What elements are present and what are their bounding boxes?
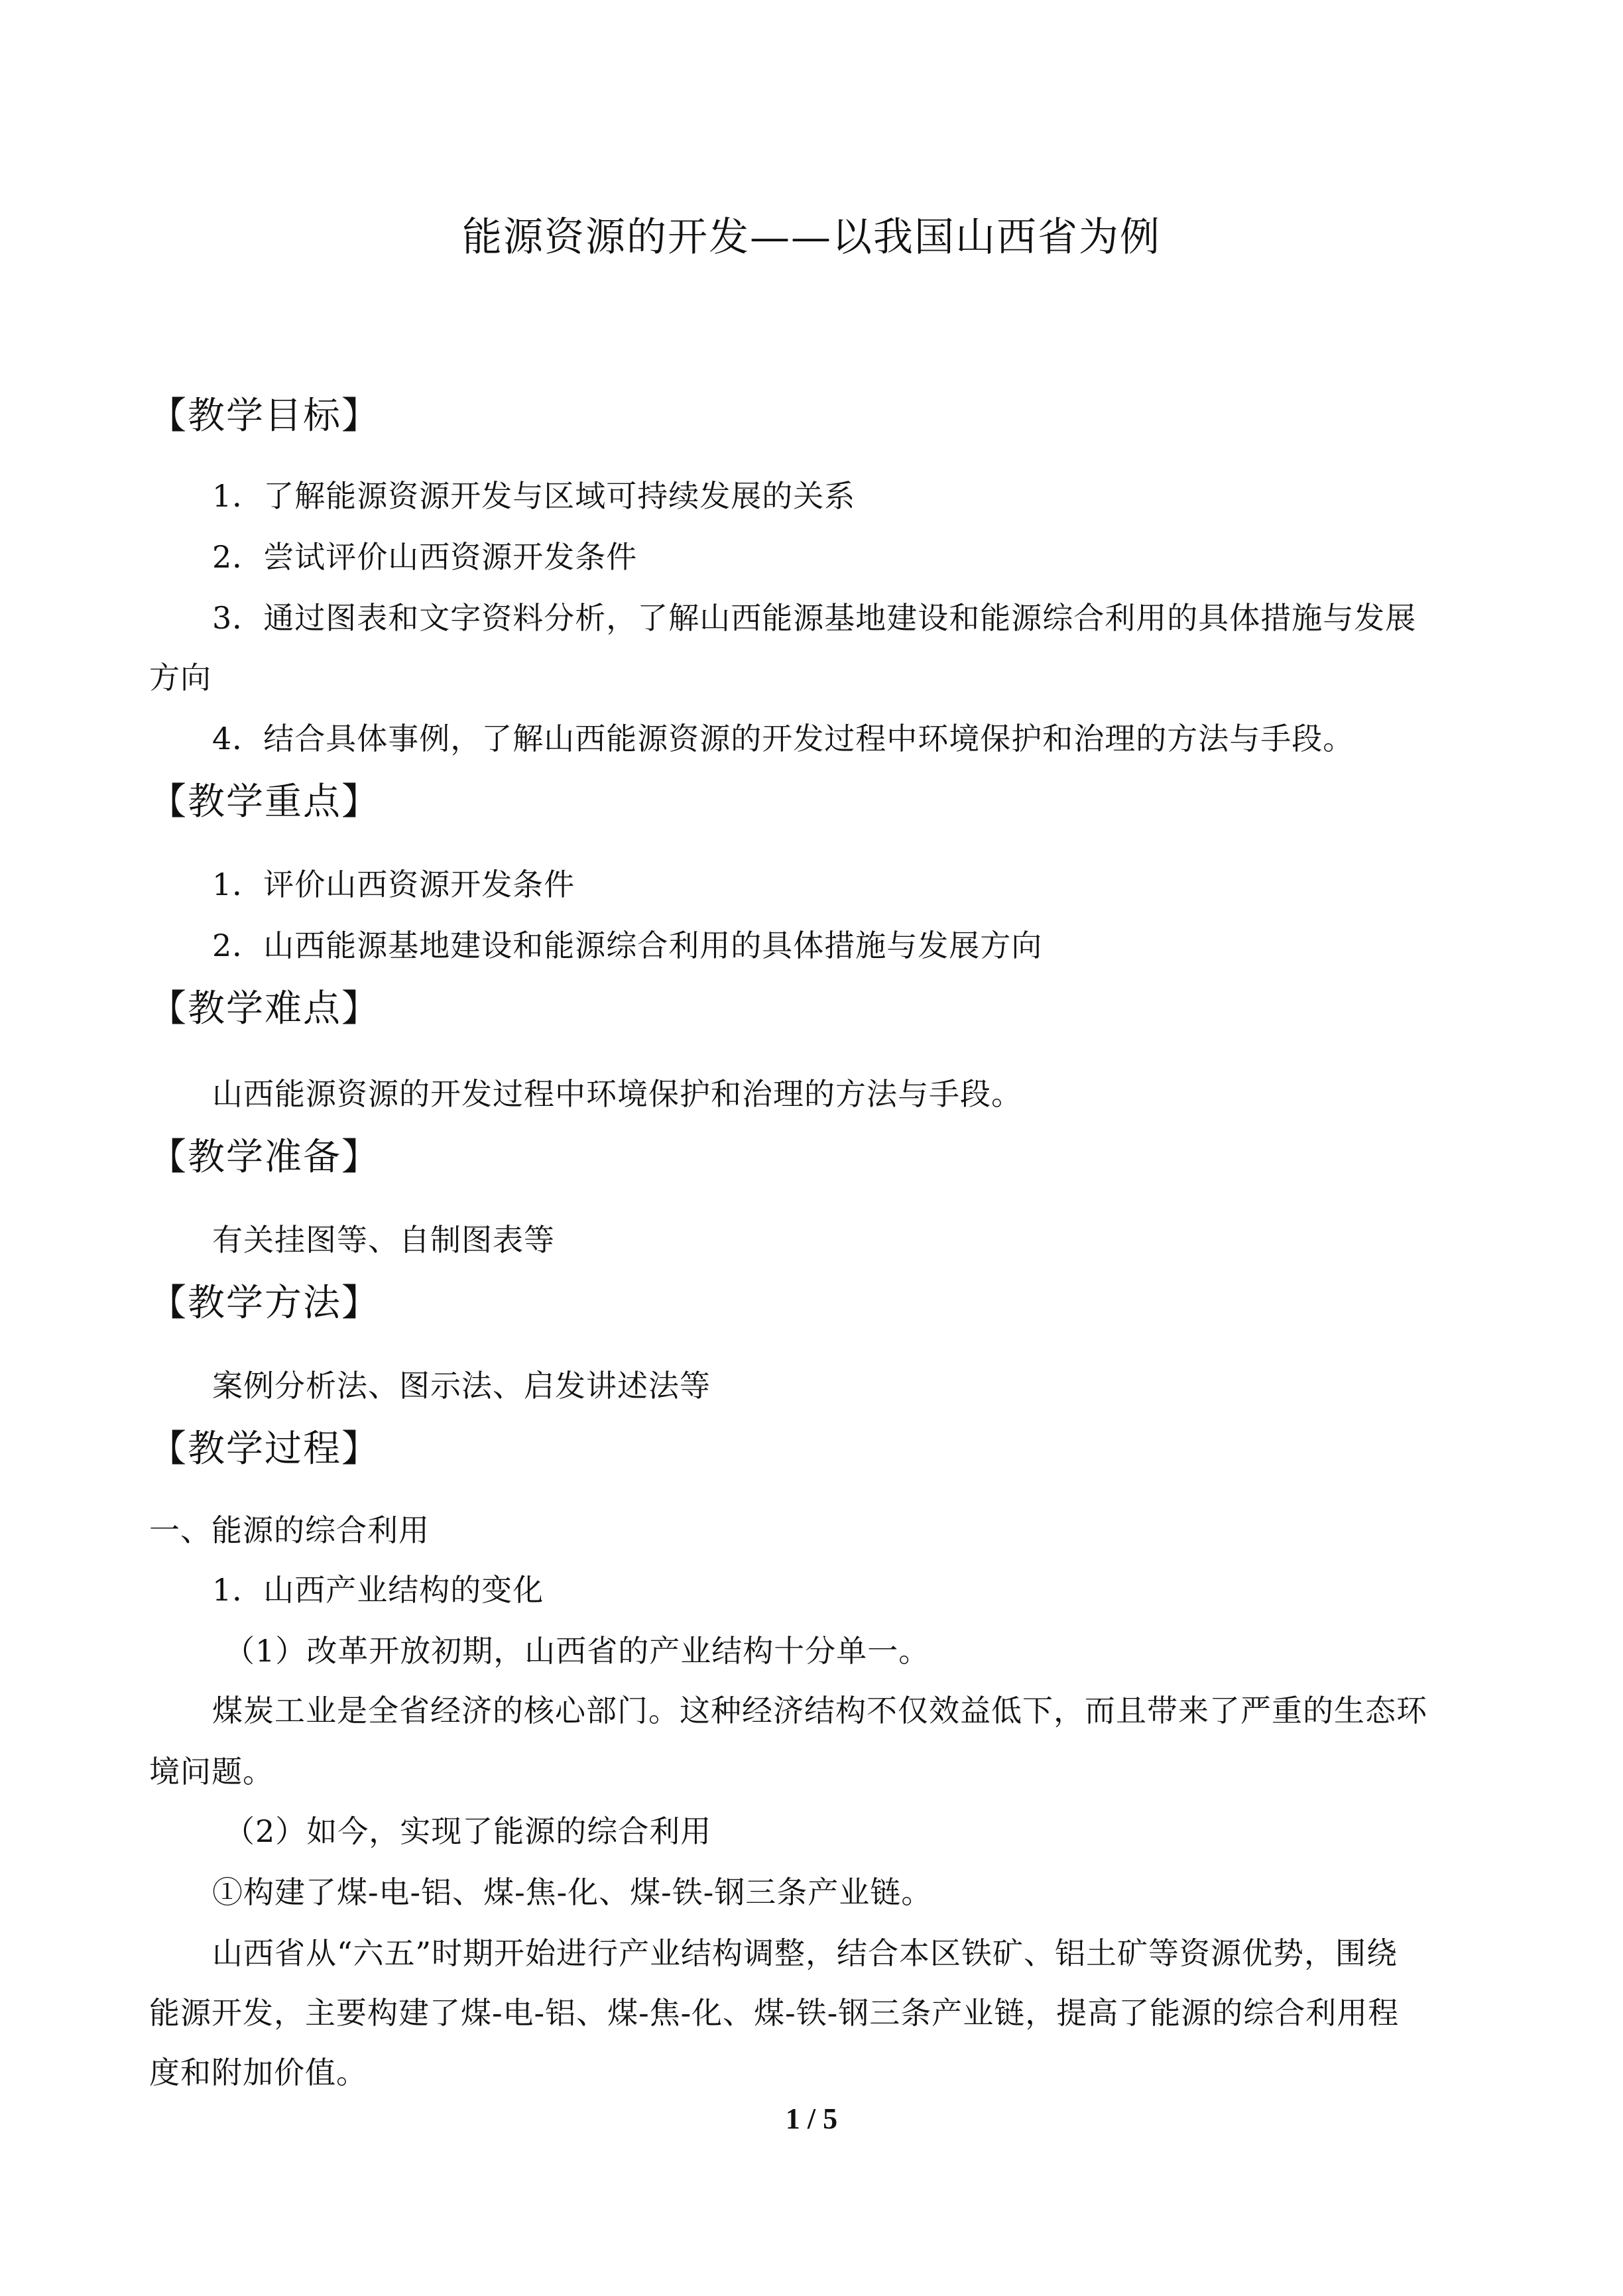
process-paragraph: （2）如今，实现了能源的综合利用	[224, 1813, 712, 1849]
objective-item-3-continued: 方向	[149, 660, 211, 695]
section-heading-process: 【教学过程】	[149, 1427, 380, 1471]
section-heading-methods: 【教学方法】	[149, 1282, 380, 1325]
section-heading-preparation: 【教学准备】	[149, 1136, 380, 1179]
section-heading-objectives: 【教学目标】	[149, 394, 380, 438]
objective-item-3: 3．通过图表和文字资料分析，了解山西能源基地建设和能源综合利用的具体措施与发展	[212, 600, 1417, 636]
process-paragraph-continued: 能源开发，主要构建了煤-电-铝、煤-焦-化、煤-铁-钢三条产业链，提高了能源的综合利用程	[149, 1995, 1400, 2031]
process-paragraph-continued: 度和附加价值。	[149, 2055, 367, 2090]
process-subheading: 一、能源的综合利用	[149, 1512, 430, 1548]
section-heading-key-points: 【教学重点】	[149, 780, 380, 823]
process-paragraph: （1）改革开放初期，山西省的产业结构十分单一。	[224, 1633, 930, 1669]
objective-item-1: 1．了解能源资源开发与区域可持续发展的关系	[212, 478, 856, 514]
methods-text: 案例分析法、图示法、启发讲述法等	[212, 1368, 711, 1404]
difficulty-text: 山西能源资源的开发过程中环境保护和治理的方法与手段。	[212, 1076, 1022, 1112]
process-paragraph: ①构建了煤-电-铝、煤-焦-化、煤-铁-钢三条产业链。	[212, 1874, 933, 1910]
process-paragraph: 煤炭工业是全省经济的核心部门。这种经济结构不仅效益低下，而且带来了严重的生态环	[212, 1693, 1427, 1728]
document-title: 能源资源的开发——以我国山西省为例	[462, 214, 1161, 261]
preparation-text: 有关挂图等、自制图表等	[212, 1222, 555, 1258]
process-item-1: 1．山西产业结构的变化	[212, 1572, 544, 1608]
objective-item-2: 2．尝试评价山西资源开发条件	[212, 539, 638, 575]
page-number: 1 / 5	[785, 2102, 838, 2135]
section-heading-difficulties: 【教学难点】	[149, 987, 380, 1030]
objective-item-4: 4．结合具体事例，了解山西能源资源的开发过程中环境保护和治理的方法与手段。	[212, 721, 1354, 756]
process-paragraph-continued: 境问题。	[149, 1754, 274, 1789]
process-paragraph: 山西省从“六五”时期开始进行产业结构调整，结合本区铁矿、铝土矿等资源优势，围绕	[212, 1935, 1398, 1971]
key-point-item-2: 2．山西能源基地建设和能源综合利用的具体措施与发展方向	[212, 928, 1043, 963]
key-point-item-1: 1．评价山西资源开发条件	[212, 867, 575, 902]
